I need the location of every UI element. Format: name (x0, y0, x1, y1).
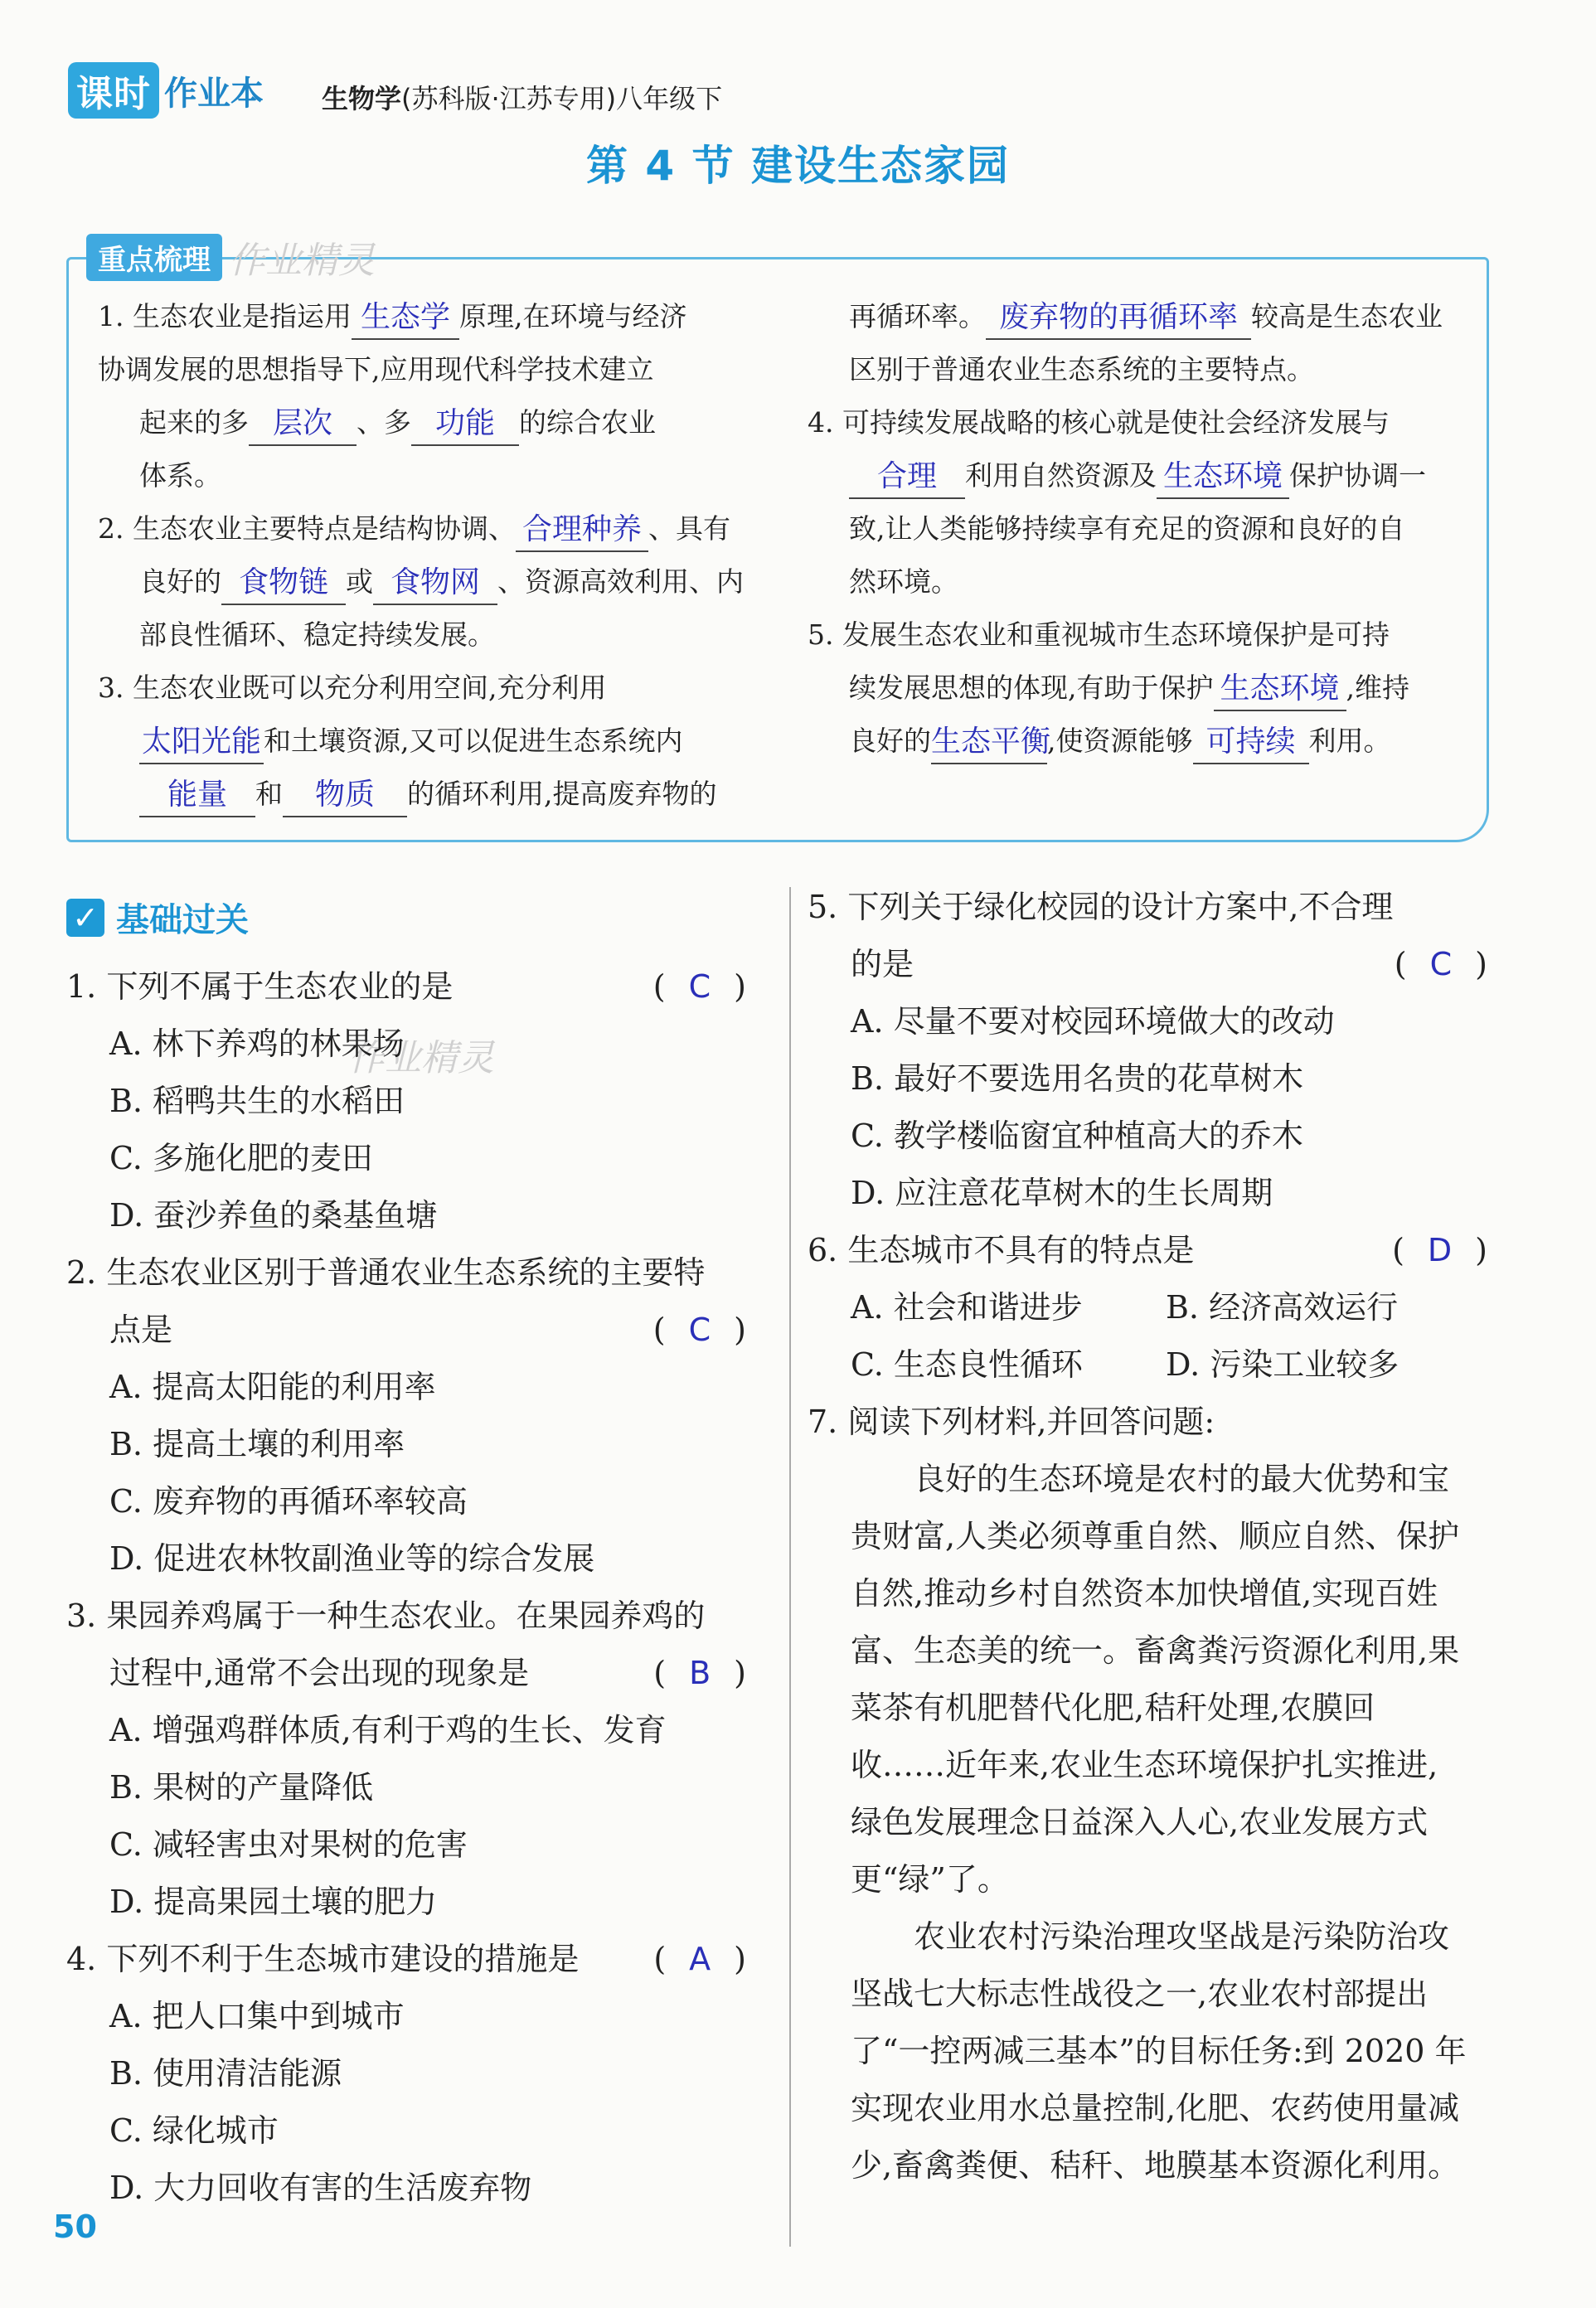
series-logo (68, 66, 264, 114)
page-title: 第 4 节 建设生态家园 (585, 142, 1010, 190)
handwritten-answer: 功能 (411, 403, 519, 446)
handwritten-answer: 层次 (249, 403, 357, 446)
option-a: A. 社会和谐进步 (851, 1289, 1083, 1326)
page-number: 50 (53, 2209, 97, 2245)
option-c: C. 绿化城市 (109, 2112, 279, 2149)
key-points-tag: 重点梳理 (86, 234, 222, 281)
option-b: B. 果树的产量降低 (109, 1769, 374, 1806)
watermark: 作业精灵 (348, 1037, 494, 1079)
option-a: A. 增强鸡群体质,有利于鸡的生长、发育 (109, 1712, 667, 1748)
handwritten-answer: 物质 (283, 774, 407, 817)
option-a: A. 提高太阳能的利用率 (109, 1369, 436, 1405)
option-d: D. 大力回收有害的生活废弃物 (109, 2170, 532, 2206)
option-d: D. 应注意花草树木的生长周期 (851, 1175, 1273, 1211)
key-point-1: 1. 生态农业是指运用 生态学 原理,在环境与经济 协调发展的思想指导下,应用现代科学技术建立 起来的多 层次 、多 功能 的综合农业 体系。 (98, 290, 686, 502)
reading-passage-1: 良好的生态环境是农村的最大优势和宝 贵财富,人类必须尊重自然、顺应自然、保护 自然,推动乡村自然资本加快增值,实现百姓 富、生态美的统一。畜禽粪污资源化利用,果 菜茶有机肥替代化肥,秸秆处理,农膜回 收……近年来,农业生态环境保护扎实推进, 绿色发展理念日益深入人心,农业发展方式 更“绿”了。 (851, 1461, 1460, 1898)
key-point-3: 3. 生态农业既可以充分利用空间,充分利用 太阳光能和土壤资源,又可以促进生态系统内 能量 和 物质 的循环利用,提高废弃物的 (98, 662, 717, 821)
subject-name: 生物学 (322, 83, 402, 114)
option-c: C. 多施化肥的麦田 (109, 1140, 373, 1176)
option-c: C. 教学楼临窗宜种植高大的乔木 (851, 1118, 1303, 1154)
option-d: D. 提高果园土壤的肥力 (109, 1884, 438, 1920)
handwritten-answer: 生态环境 (1157, 456, 1289, 499)
key-point-2: 2. 生态农业主要特点是结构协调、 合理种养 、具有 良好的 食物链 或 食物网 、资源高效利用、内 部良性循环、稳定持续发展。 (98, 502, 744, 662)
handwritten-answer: 生态平衡 (931, 721, 1047, 764)
answer-mark: D (1427, 1232, 1453, 1268)
answer-mark: C (688, 968, 711, 1005)
option-b: B. 提高土壤的利用率 (109, 1426, 405, 1462)
option-c: C. 生态良性循环 (851, 1346, 1083, 1383)
option-a: A. 尽量不要对校园环境做大的改动 (851, 1003, 1335, 1040)
answer-mark: A (689, 1941, 711, 1977)
check-icon: ✓ (66, 899, 104, 937)
option-c: C. 废弃物的再循环率较高 (109, 1483, 468, 1520)
basic-section-header (66, 894, 249, 941)
question-5: 5. 下列关于绿化校园的设计方案中,不合理 的是 ( C ) A. 尽量不要对校园环境做大的改动 B. 最好不要选用名贵的花草树木 C. 教学楼临窗宜种植高大的乔木 D. 应注意花草树木的生长周期 (808, 879, 1487, 1222)
answer-mark: B (689, 1655, 711, 1691)
handwritten-answer: 可持续 (1193, 721, 1309, 764)
reading-passage-2: 农业农村污染治理攻坚战是污染防治攻 坚战七大标志性战役之一,农业农村部提出 了“一控两减三基本”的目标任务:到 2020 年 实现农业用水总量控制,化肥、农药使用量减 少,畜禽粪便、秸秆、地膜基本资源化利用。 (851, 1918, 1467, 2184)
question-1: 1. 下列不属于生态农业的是 ( C ) A. 林下养鸡的林果场 B. 稻鸭共生的水稻田 C. 多施化肥的麦田 D. 蚕沙养鱼的桑基鱼塘 (66, 958, 746, 1244)
subject-edition: (苏科版·江苏专用)八年级下 (401, 83, 723, 114)
handwritten-answer: 太阳光能 (139, 721, 264, 764)
logo-text: 作业本 (164, 74, 264, 113)
subject-line (322, 78, 722, 116)
handwritten-answer: 生态学 (352, 297, 459, 340)
column-divider (789, 887, 791, 2247)
handwritten-answer: 生态环境 (1214, 668, 1346, 711)
question-3: 3. 果园养鸡属于一种生态农业。在果园养鸡的 过程中,通常不会出现的现象是 ( B ) A. 增强鸡群体质,有利于鸡的生长、发育 B. 果树的产量降低 C. 减轻害虫对果树的危害 D. 提高果园土壤的肥力 (66, 1588, 746, 1931)
option-d: D. 污染工业较多 (1166, 1346, 1400, 1383)
answer-mark: C (688, 1312, 711, 1348)
handwritten-answer: 食物网 (373, 562, 497, 605)
logo-badge: 课时 (68, 62, 159, 119)
handwritten-answer: 食物链 (221, 562, 346, 605)
basic-section-title: 基础过关 (116, 901, 249, 939)
option-d: D. 蚕沙养鱼的桑基鱼塘 (109, 1197, 438, 1234)
handwritten-answer: 能量 (139, 774, 255, 817)
question-6: 6. 生态城市不具有的特点是 ( D ) A. 社会和谐进步 B. 经济高效运行 C. 生态良性循环 D. 污染工业较多 (808, 1222, 1487, 1394)
question-7: 7. 阅读下列材料,并回答问题: 良好的生态环境是农村的最大优势和宝 贵财富,人类必须尊重自然、顺应自然、保护 自然,推动乡村自然资本加快增值,实现百姓 富、生态美的统一。畜禽粪污资源化利用,果 菜茶有机肥替代化肥,秸秆处理,农膜回 收……近年来,农业生态环境保护扎实推进, 绿色发展理念日益深入人心,农业发展方式 更“绿”了。 农业农村污染治理攻坚战是污染防治攻 坚战七大标志性战役之一,农业农村部提出 了“一控两减三基本”的目标任务:到 2020 年 实现农业用水总量控制,化肥、农药使用量减 少,畜禽粪便、秸秆、地膜基本资源化利用。 (808, 1394, 1487, 2194)
option-a: A. 林下养鸡的林果场 (109, 1026, 405, 1062)
option-a: A. 把人口集中到城市 (109, 1998, 405, 2034)
option-d: D. 促进农林牧副渔业等的综合发展 (109, 1540, 595, 1577)
option-b: B. 使用清洁能源 (109, 2055, 342, 2092)
option-b: B. 最好不要选用名贵的花草树木 (851, 1060, 1304, 1097)
key-point-5: 5. 发展生态农业和重视城市生态环境保护是可持 续发展思想的体现,有助于保护 生态环境 ,维持 良好的生态平衡,使资源能够 可持续 利用。 (808, 609, 1409, 768)
answer-mark: C (1429, 946, 1453, 982)
watermark: 作业精灵 (229, 240, 375, 282)
key-point-4: 4. 可持续发展战略的核心就是使社会经济发展与 合理 利用自然资源及 生态环境 保护协调一 致,让人类能够持续享有充足的资源和良好的自 然环境。 (808, 406, 1426, 598)
option-c: C. 减轻害虫对果树的危害 (109, 1826, 468, 1863)
option-b: B. 稻鸭共生的水稻田 (109, 1083, 405, 1119)
question-4: 4. 下列不利于生态城市建设的措施是 ( A ) A. 把人口集中到城市 B. 使用清洁能源 C. 绿化城市 D. 大力回收有害的生活废弃物 (66, 1931, 746, 2217)
handwritten-answer: 废弃物的再循环率 (986, 297, 1251, 340)
handwritten-answer: 合理种养 (516, 509, 648, 552)
key-point-3-continued: 再循环率。 废弃物的再循环率 较高是生态农业 区别于普通农业生态系统的主要特点。 (849, 290, 1443, 396)
question-2: 2. 生态农业区别于普通农业生态系统的主要特 点是 ( C ) A. 提高太阳能的利用率 B. 提高土壤的利用率 C. 废弃物的再循环率较高 D. 促进农林牧副渔业等的综合发展 (66, 1244, 746, 1588)
option-b: B. 经济高效运行 (1166, 1289, 1399, 1326)
handwritten-answer: 合理 (849, 456, 965, 499)
